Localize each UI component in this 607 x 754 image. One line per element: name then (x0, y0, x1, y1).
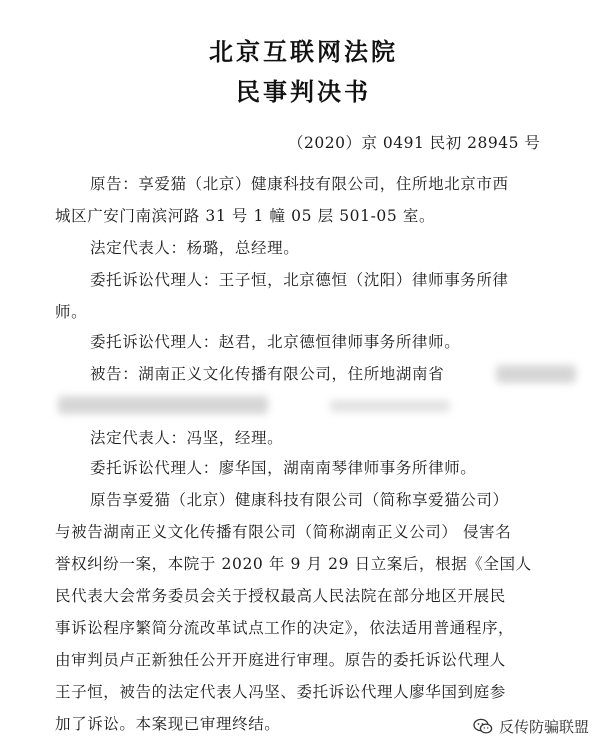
plaintiff-legal-rep: 法定代表人：杨璐，总经理。 (90, 239, 300, 257)
plaintiff-address: 城区广安门南滨河路 31 号 1 幢 05 层 501-05 室。 (55, 207, 436, 225)
case-number: （2020）京 0491 民初 28945 号 (288, 134, 541, 152)
body-paragraph-line-6: 由审判员卢正新独任公开开庭进行审理。原告的委托诉讼代理人 (55, 651, 506, 669)
watermark-text: 反传防骗联盟 (498, 718, 589, 736)
court-name: 北京互联网法院 (209, 38, 398, 66)
body-paragraph-line-2: 与被告湖南正义文化传播有限公司（简称湖南正义公司） 侵害名 (55, 523, 512, 541)
body-paragraph-line-4: 民代表大会常务委员会关于授权最高人民法院在部分地区开展民 (55, 587, 506, 605)
redacted-address-part-3 (330, 400, 450, 412)
watermark (473, 716, 589, 737)
redacted-address-part-1 (496, 365, 576, 383)
defendant-legal-rep: 法定代表人：冯坚，经理。 (90, 429, 284, 447)
plaintiff-agent-1: 委托诉讼代理人：王子恒，北京德恒（沈阳）律师事务所律 (90, 271, 509, 289)
defendant-agent: 委托诉讼代理人：廖华国，湖南南琴律师事务所律师。 (90, 459, 477, 477)
plaintiff-agent-2: 委托诉讼代理人：赵君，北京德恒律师事务所律师。 (90, 333, 461, 351)
redacted-address-part-2 (58, 396, 268, 414)
wechat-icon (473, 718, 493, 735)
body-paragraph-line-1: 原告享爱猫（北京）健康科技有限公司（简称享爱猫公司） (90, 491, 509, 509)
plaintiff-agent-1-cont: 师。 (55, 303, 88, 321)
plaintiff-line: 原告：享爱猫（北京）健康科技有限公司，住所地北京市西 (90, 175, 509, 193)
body-paragraph-line-8: 加了诉讼。本案现已审理终结。 (55, 715, 281, 733)
body-paragraph-line-3: 誉权纠纷一案，本院于 2020 年 9 月 29 日立案后，根据《全国人 (55, 555, 532, 573)
body-paragraph-line-5: 事诉讼程序繁简分流改革试点工作的决定》，依法适用普通程序， (55, 619, 515, 637)
document-type-title: 民事判决书 (236, 78, 371, 106)
body-paragraph-line-7: 王子恒，被告的法定代表人冯坚、委托诉讼代理人廖华国到庭参 (55, 683, 506, 701)
defendant-line: 被告：湖南正义文化传播有限公司，住所地湖南省 (90, 365, 445, 383)
